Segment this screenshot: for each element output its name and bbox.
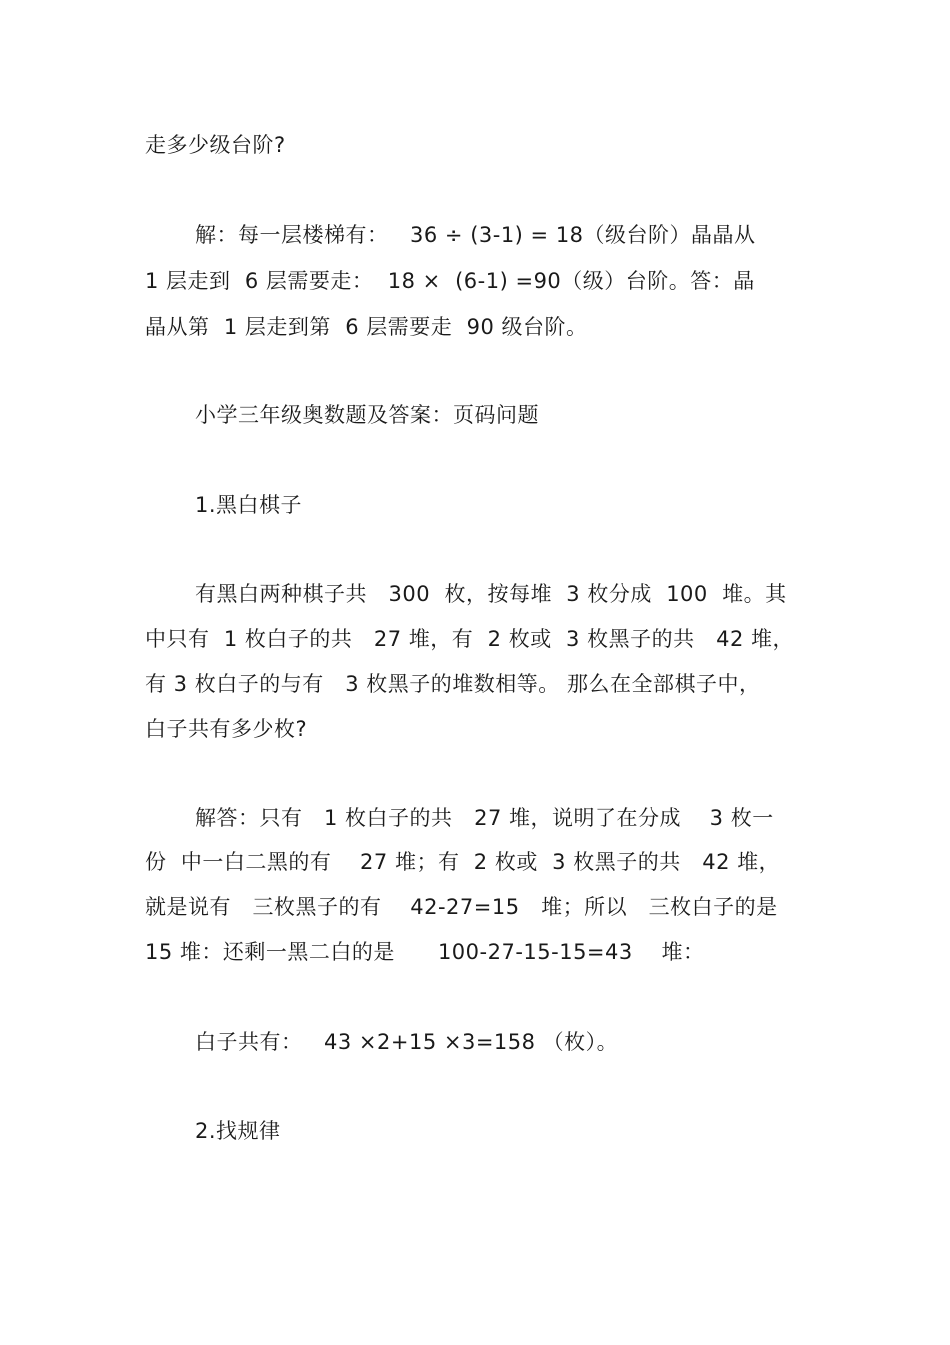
answer-1-line-4: 15 堆：还剩一黑二白的是 100-27-15-15=43 堆：	[145, 940, 705, 964]
problem-1-line-4: 白子共有多少枚?	[145, 717, 308, 741]
question-continuation: 走多少级台阶?	[145, 133, 286, 157]
solution-line-2: 1 层走到 6 层需要走： 18 × (6-1) =90（级）台阶。答：晶	[145, 269, 755, 293]
problem-1-title: 1.黑白棋子	[195, 493, 303, 517]
answer-1-line-3: 就是说有 三枚黑子的有 42-27=15 堆；所以 三枚白子的是	[145, 895, 778, 919]
problem-1-line-3: 有 3 枚白子的与有 3 枚黑子的堆数相等。 那么在全部棋子中，	[145, 672, 761, 696]
section-heading: 小学三年级奥数题及答案：页码问题	[195, 403, 539, 427]
solution-line-3: 晶从第 1 层走到第 6 层需要走 90 级台阶。	[145, 315, 588, 339]
answer-1-line-1: 解答：只有 1 枚白子的共 27 堆，说明了在分成 3 枚一	[195, 806, 774, 830]
problem-1-line-2: 中只有 1 枚白子的共 27 堆，有 2 枚或 3 枚黑子的共 42 堆，	[145, 627, 795, 651]
answer-1-result: 白子共有： 43 ×2+15 ×3=158 （枚）。	[195, 1030, 619, 1054]
answer-1-line-2: 份 中一白二黑的有 27 堆；有 2 枚或 3 枚黑子的共 42 堆，	[145, 850, 781, 874]
problem-1-line-1: 有黑白两种棋子共 300 枚，按每堆 3 枚分成 100 堆。其	[195, 582, 787, 606]
problem-2-title: 2.找规律	[195, 1119, 281, 1143]
solution-line-1: 解：每一层楼梯有： 36 ÷ (3-1) = 18（级台阶）晶晶从	[195, 223, 756, 247]
